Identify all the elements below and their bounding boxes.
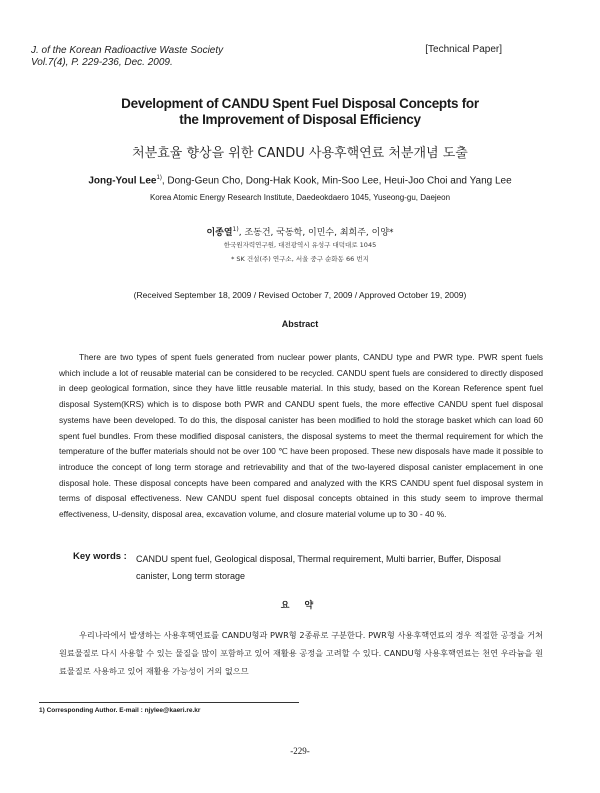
korean-affiliation-2: * SK 건설(주) 연구소, 서울 중구 순화동 66 번지 (231, 255, 369, 263)
korean-title: 처분효율 향상을 위한 CANDU 사용후핵연료 처분개념 도출 (132, 146, 468, 161)
paper-type: [Technical Paper] (425, 44, 502, 55)
journal-citation (31, 45, 223, 69)
korean-affiliation: 한국원자력연구원, 대전광역시 유성구 대덕대로 1045 (223, 241, 377, 249)
co-authors: , Dong-Geun Cho, Dong-Hak Kook, Min-Soo Lee, Heui-Joo Choi and Yang Lee (161, 175, 512, 187)
page-number: -229- (290, 746, 310, 756)
footnote: 1) Corresponding Author. E-mail : njylee@kaeri.re.kr (39, 707, 201, 714)
korean-author-list (0, 225, 600, 238)
korean-abstract-heading: 요 약 (280, 601, 320, 611)
affiliation: Korea Atomic Energy Research Institute, Daedeokdaero 1045, Yuseong-gu, Daejeon (149, 193, 451, 202)
title-line-1: Development of CANDU Spent Fuel Disposal Concepts for (121, 96, 479, 111)
title-line-2: the Improvement of Disposal Efficiency (179, 112, 421, 127)
journal-name: J. of the Korean Radioactive Waste Society (31, 45, 224, 56)
korean-corresponding-author: 이종열 (206, 228, 233, 238)
abstract-heading: Abstract (281, 319, 319, 329)
author-mark: 1) (156, 175, 162, 181)
corresponding-author: Jong-Youl Lee (88, 175, 157, 187)
footnote-divider (39, 702, 299, 703)
korean-co-authors: , 조동건, 국동학, 이민수, 최희주, 이양* (238, 228, 394, 238)
korean-abstract-text: 우리나라에서 발생하는 사용후핵연료를 CANDU형과 PWR형 2종류로 구분한다. PWR형 사용후핵연료의 경우 적절한 공정을 거쳐 원료물질로 다시 사용할 수 있는 물질을 많이 포함하고 있어 재활용 공정을 고려할 수 있다. CANDU형 사용후핵연료는 천연 우라늄을 원료물질로 사용하고 있어 재활용 가능성이 거의 없으므 (59, 630, 543, 676)
abstract-text: There are two types of spent fuels generated from nuclear power plants, CANDU type and PWR type. PWR spent fuels which include a lot of reusable material can be considered to be recycled. CANDU spent fuels are considered to directly disposed in deep geological formation, since they have little reusable material. In this study, based on the Korean Reference spent fuel disposal System(KRS) which is to dispose both PWR and CANDU spent fuels, the more effective CANDU spent fuel disposal systems have been developed. To do this, the disposal canister has been modified to hold the storage basket which can load 60 spent fuel bundles. From these modified disposal canisters, the disposal systems to meet the thermal requirement for which the temperature of the buffer materials should not be over 100 ℃ have been proposed. These new disposals have made it possible to introduce the concept of long term storage and retrievability and that of the two-layered disposal canister emplacement in one disposal hole. These disposal concepts have been compared and analyzed with the KRS CANDU spent fuel disposal system in terms of disposal effectiveness. New CANDU spent fuel disposal concepts obtained in this study seem to improve thermal effectiveness, U-density, disposal area, excavation volume, and closure material volume up to 30 - 40 %. (59, 352, 543, 520)
journal-volume: Vol.7(4), P. 229-236, Dec. 2009. (31, 57, 173, 68)
keywords-label: Key words : (73, 551, 127, 562)
author-list (0, 175, 600, 186)
paper-title (0, 96, 600, 128)
keywords-text: CANDU spent fuel, Geological disposal, Thermal requirement, Multi barrier, Buffer, Disposal canister, Long term storage (136, 554, 501, 581)
received-dates: (Received September 18, 2009 / Revised October 7, 2009 / Approved October 19, 2009) (133, 290, 467, 300)
korean-author-mark: 1) (232, 226, 239, 233)
